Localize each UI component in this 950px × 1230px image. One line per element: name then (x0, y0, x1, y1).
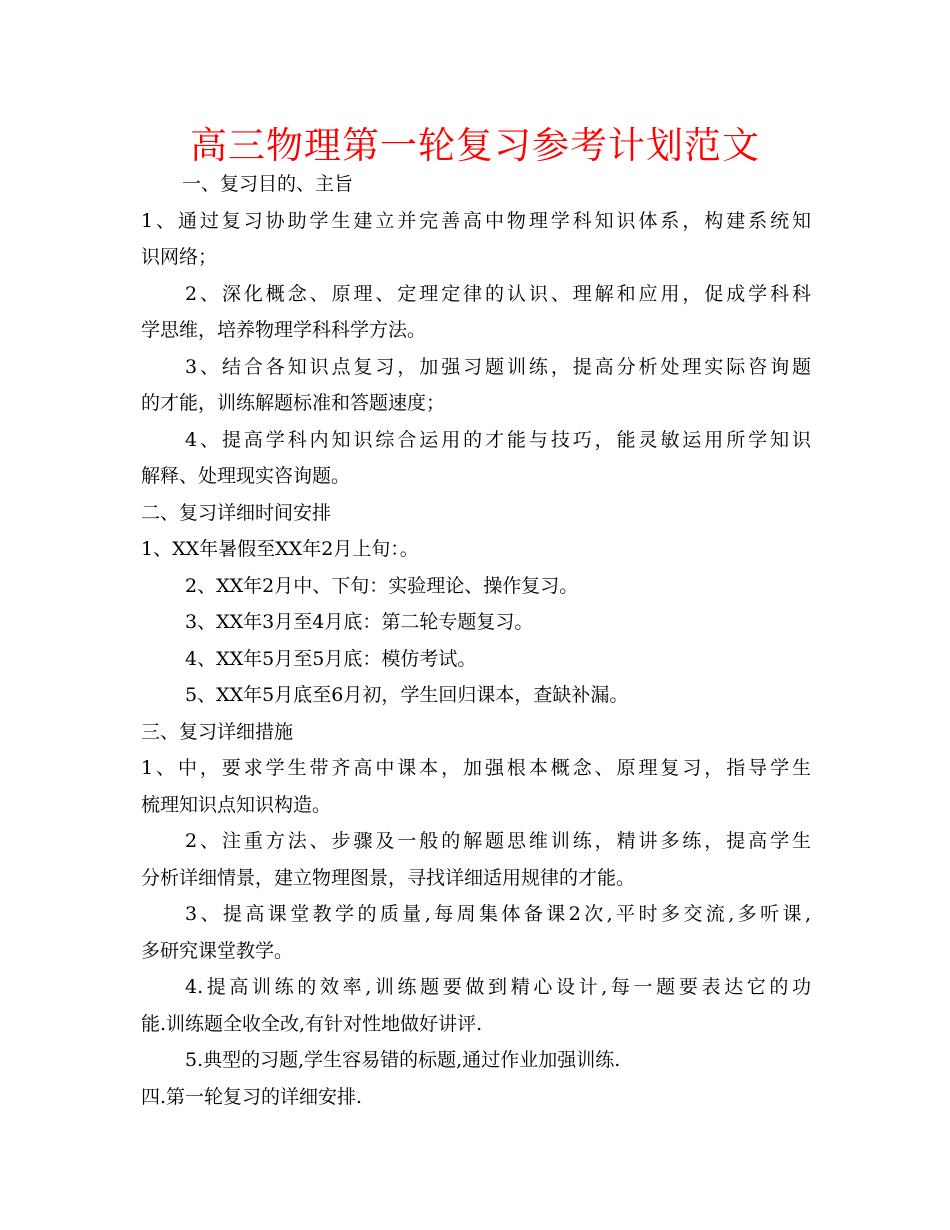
section-heading-3: 三、复习详细措施 (141, 720, 294, 743)
paragraph-line: 2、深化概念、原理、定理定律的认识、理解和应用，促成学科科 (185, 282, 811, 305)
paragraph-line: 梳理知识点知识构造。 (141, 793, 332, 816)
list-item: 5、XX年5月底至6月初，学生回归课本，查缺补漏。 (185, 684, 629, 706)
document-body (141, 166, 811, 1115)
paragraph-line: 能.训练题全收全改,有针对性地做好讲评. (141, 1012, 483, 1035)
paragraph-line: 1、中，要求学生带齐高中课本，加强根本概念、原理复习，指导学生 (141, 757, 811, 779)
list-item: 4、XX年5月至5月底：模仿考试。 (185, 647, 477, 670)
document-title: 高三物理第一轮复习参考计划范文 (190, 124, 760, 167)
section-heading-2: 二、复习详细时间安排 (141, 501, 332, 524)
list-item: 2、XX年2月中、下旬：实验理论、操作复习。 (185, 574, 579, 597)
paragraph-line: 的才能，训练解题标准和答题速度； (141, 392, 446, 414)
section-heading-1: 一、复习目的、主旨 (182, 173, 354, 195)
paragraph-line: 4、提高学科内知识综合运用的才能与技巧，能灵敏运用所学知识 (185, 428, 811, 451)
paragraph-line: 多研究课堂教学。 (141, 939, 294, 962)
section-heading-4: 四.第一轮复习的详细安排. (141, 1085, 363, 1108)
paragraph-line: 识网络； (141, 246, 218, 268)
paragraph-line: 3、提高课堂教学的质量,每周集体备课2次,平时多交流,多听课, (185, 903, 811, 925)
list-item: 3、XX年3月至4月底：第二轮专题复习。 (185, 611, 534, 633)
paragraph-line: 1、通过复习协助学生建立并完善高中物理学科知识体系，构建系统知 (141, 209, 811, 232)
paragraph-line: 2、注重方法、步骤及一般的解题思维训练，精讲多练，提高学生 (185, 830, 811, 852)
list-item: 1、XX年暑假至XX年2月上旬：。 (141, 538, 419, 560)
paragraph-line: 解释、处理现实咨询题。 (141, 465, 351, 487)
paragraph-line: 3、结合各知识点复习，加强习题训练，提高分析处理实际咨询题 (185, 355, 811, 378)
paragraph-line: 学思维，培养物理学科科学方法。 (141, 319, 427, 341)
paragraph-line: 5.典型的习题,学生容易错的标题,通过作业加强训练. (185, 1049, 621, 1071)
paragraph-line: 4.提高训练的效率,训练题要做到精心设计,每一题要表达它的功 (185, 976, 811, 998)
paragraph-line: 分析详细情景，建立物理图景，寻找详细适用规律的才能。 (141, 866, 636, 889)
